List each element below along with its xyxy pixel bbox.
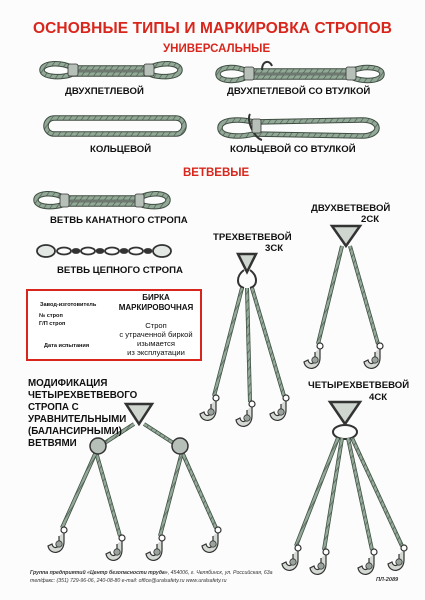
label-two-branch: ДВУХВЕТВЕВОЙ <box>311 203 391 214</box>
three-branch-sling <box>200 254 289 426</box>
footer-address <box>30 570 273 576</box>
label-two-loop-sleeve: ДВУХПЕТЛЕВОЙ СО ВТУЛКОЙ <box>227 86 371 97</box>
label-two-loop: ДВУХПЕТЛЕВОЙ <box>65 86 144 97</box>
label-rope-branch: ВЕТВЬ КАНАТНОГО СТРОПА <box>50 215 188 226</box>
label-four-branch: ЧЕТЫРЕХВЕТВЕВОЙ <box>308 380 410 391</box>
footer-code: ПЛ-2089 <box>376 577 399 583</box>
four-branch-sling <box>282 402 407 574</box>
tag-field-test-date: Дата испытания <box>44 343 90 349</box>
tag-field-number: № строп <box>39 313 63 319</box>
label-ring-sleeve: КОЛЬЦЕВОЙ СО ВТУЛКОЙ <box>230 144 356 155</box>
two-loop-sleeve-sling <box>218 62 382 81</box>
footer-company: Группа предприятий «Центр безопасности труда» <box>30 570 168 576</box>
footer-contacts: тел/факс: (351) 729-96-06, 240-08-80 e-mail: office@uralsafety.ru www.uralsafety.ru <box>30 578 227 584</box>
ring-sleeve-sling <box>220 114 377 140</box>
label-ring: КОЛЬЦЕВОЙ <box>90 144 152 155</box>
tag-note: Строп с утраченной биркой изымается из эксплуатации <box>119 321 193 357</box>
tag-field-manufacturer: Завод-изготовитель <box>40 302 97 308</box>
tag-field-capacity: Г/П строп <box>39 321 66 327</box>
chain-branch <box>37 245 171 257</box>
label-two-branch-code: 2СК <box>361 214 380 225</box>
rope-branch <box>36 194 168 207</box>
poster-title: ОСНОВНЫЕ ТИПЫ И МАРКИРОВКА СТРОПОВ <box>32 20 393 37</box>
label-four-branch-code: 4СК <box>369 392 388 403</box>
footer-address-rest: , 454006, г. Челябинск, ул. Российская, 63а <box>167 570 273 576</box>
label-three-branch: ТРЕХВЕТВЕВОЙ <box>213 232 292 243</box>
ring-sling <box>46 118 184 134</box>
tag-heading: БИРКА МАРКИРОВОЧНАЯ <box>118 293 194 312</box>
label-three-branch-code: 3СК <box>265 243 284 254</box>
two-branch-sling <box>304 226 383 368</box>
section-universal: УНИВЕРСАЛЬНЫЕ <box>163 43 271 55</box>
label-chain-branch: ВЕТВЬ ЦЕПНОГО СТРОПА <box>57 265 183 276</box>
label-modification: МОДИФИКАЦИЯ ЧЕТЫРЕХВЕТВЕВОГО СТРОПА С УРАВНИТЕЛЬНЫМИ (БАЛАНСИРНЫМИ) ВЕТВЯМИ <box>28 378 138 449</box>
two-loop-sling <box>42 64 180 77</box>
section-branch: ВЕТВЕВЫЕ <box>183 167 250 179</box>
